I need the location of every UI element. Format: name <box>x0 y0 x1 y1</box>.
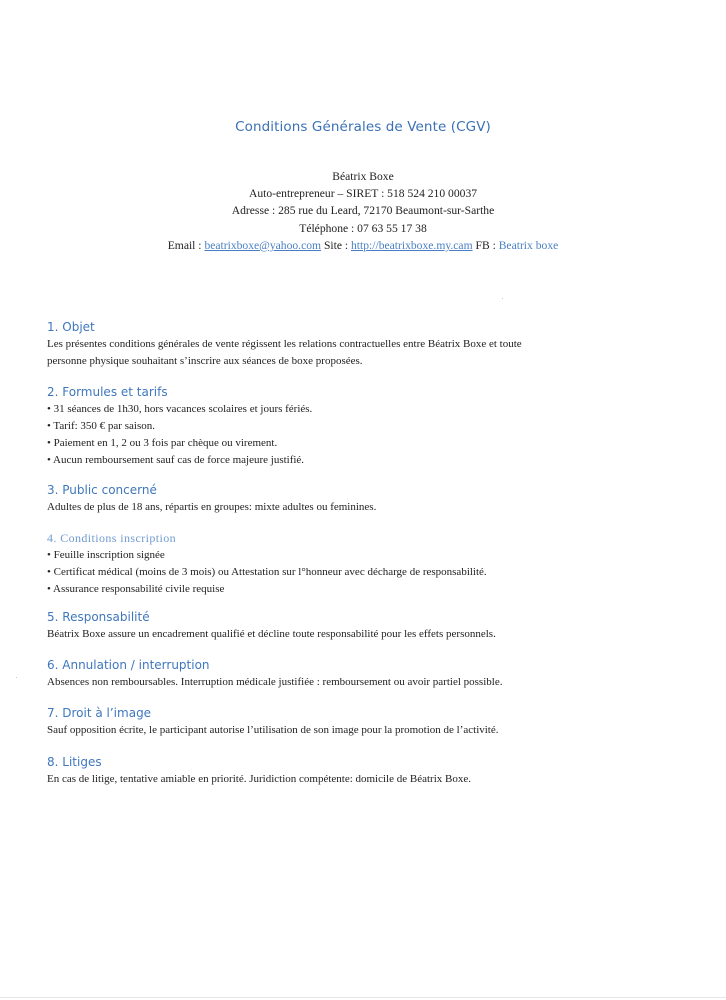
list-item: • Aucun remboursement sauf cas de force majeure justifié. <box>47 454 305 466</box>
section-body <box>47 547 687 598</box>
section-line: En cas de litige, tentative amiable en priorité. Juridiction compétente: domicile de Béatrix Boxe. <box>47 773 471 785</box>
section-body <box>47 771 687 788</box>
email-label: Email : <box>167 238 205 252</box>
contact-header <box>0 168 726 254</box>
section-responsabilite <box>47 609 687 643</box>
section-conditions-inscription <box>47 530 687 598</box>
section-title: 5. Responsabilité <box>47 610 150 624</box>
section-line: Béatrix Boxe assure un encadrement qualifié et décline toute responsabilité pour les effets personnels. <box>47 628 496 640</box>
section-body <box>47 401 687 469</box>
section-body <box>47 674 687 691</box>
list-item: • 31 séances de 1h30, hors vacances scolaires et jours fériés. <box>47 403 313 415</box>
section-title: 2. Formules et tarifs <box>47 385 168 399</box>
section-line: Sauf opposition écrite, le participant autorise l’utilisation de son image pour la promotion de l’activité. <box>47 724 499 736</box>
list-item: • Tarif: 350 € par saison. <box>47 420 155 432</box>
fb-label: FB : <box>472 238 499 252</box>
section-line: Les présentes conditions générales de vente régissent les relations contractuelles entre Béatrix Boxe et toute <box>47 338 522 350</box>
company-name: Béatrix Boxe <box>332 170 394 183</box>
section-line: personne physique souhaitant s’inscrire aux séances de boxe proposées. <box>47 355 363 367</box>
section-public-concerne <box>47 482 687 516</box>
list-item: • Feuille inscription signée <box>47 549 165 561</box>
section-body <box>47 336 687 370</box>
section-title: 4. Conditions inscription <box>47 531 177 545</box>
company-address: Adresse : 285 rue du Leard, 72170 Beaumont-sur-Sarthe <box>231 204 495 218</box>
section-title: 3. Public concerné <box>47 483 157 497</box>
section-title: 1. Objet <box>47 320 95 334</box>
section-annulation-interruption <box>47 657 687 691</box>
section-body <box>47 722 687 739</box>
section-line: Adultes de plus de 18 ans, répartis en groupes: mixte adultes ou feminines. <box>47 501 377 513</box>
section-title: 6. Annulation / interruption <box>47 658 210 672</box>
facebook-link[interactable]: Beatrix boxe <box>498 238 559 252</box>
company-status: Auto-entrepreneur – SIRET : 518 524 210 00037 <box>248 187 478 201</box>
contact-links <box>0 237 726 254</box>
section-litiges <box>47 754 687 788</box>
section-droit-image <box>47 705 687 739</box>
section-title: 7. Droit à l’image <box>47 706 152 720</box>
list-item: • Assurance responsabilité civile requise <box>47 583 225 595</box>
section-objet <box>47 319 687 370</box>
list-item: • Certificat médical (moins de 3 mois) ou Attestation sur l°honneur avec décharge de responsabilité. <box>47 566 487 578</box>
section-formules-tarifs <box>47 384 687 469</box>
list-item: • Paiement en 1, 2 ou 3 fois par chèque ou virement. <box>47 437 278 449</box>
site-link[interactable]: http://beatrixboxe.my.cam <box>351 238 473 252</box>
section-body <box>47 499 687 516</box>
company-phone: Téléphone : 07 63 55 17 38 <box>299 221 427 235</box>
scan-speck <box>16 677 17 678</box>
section-title: 8. Litiges <box>47 755 102 769</box>
email-link[interactable]: beatrixboxe@yahoo.com <box>204 238 322 252</box>
document-title: Conditions Générales de Vente (CGV) <box>235 119 491 135</box>
scan-edge <box>0 997 726 998</box>
scan-speck <box>502 298 503 299</box>
site-label: Site : <box>321 238 351 252</box>
section-body <box>47 626 687 643</box>
section-line: Absences non remboursables. Interruption médicale justifiée : remboursement ou avoir partiel possible. <box>47 676 503 688</box>
